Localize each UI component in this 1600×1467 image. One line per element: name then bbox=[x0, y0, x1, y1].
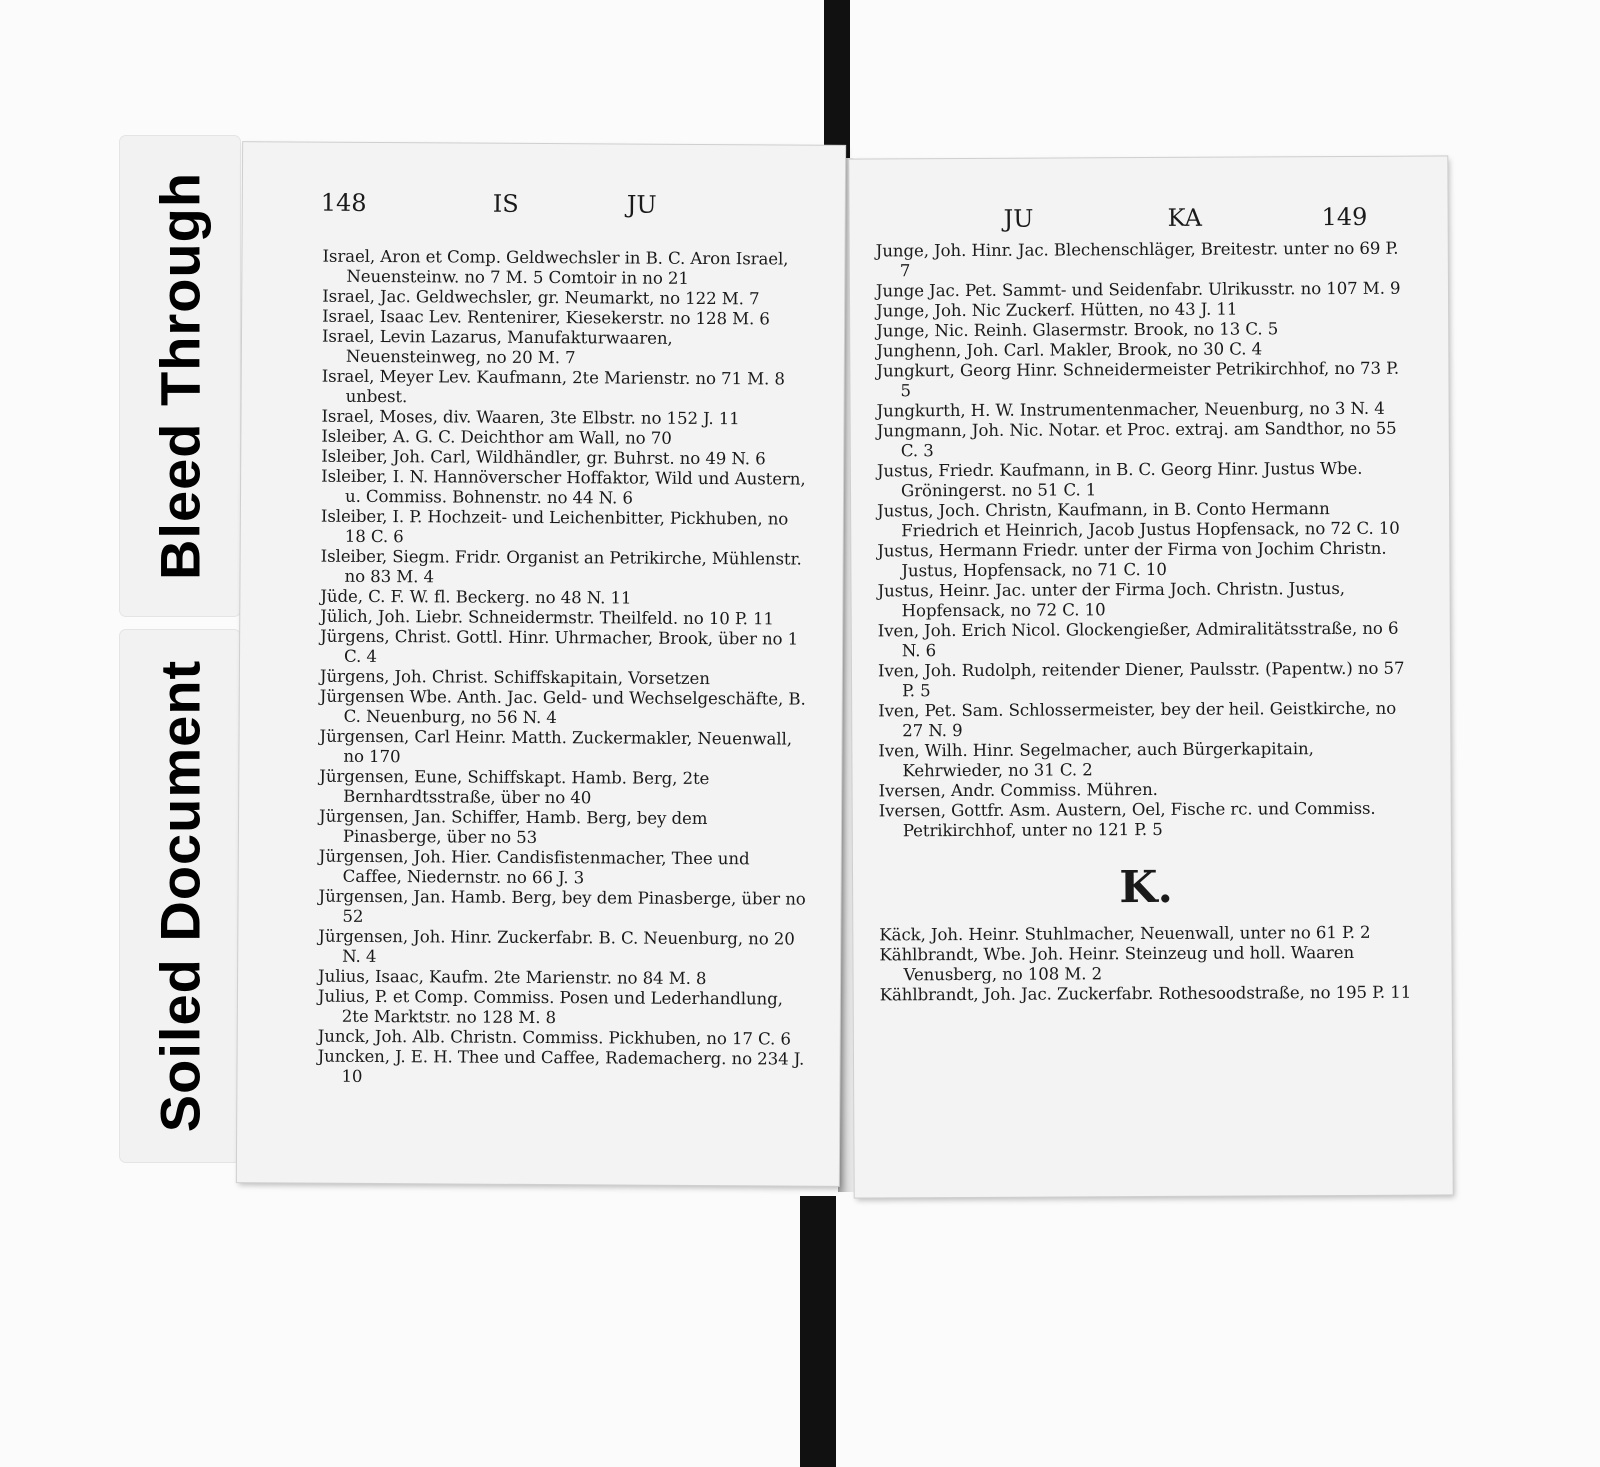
directory-entry: Iven, Wilh. Hinr. Segelmacher, auch Bürgerkapitain, Kehrwieder, no 31 C. 2 bbox=[878, 739, 1314, 781]
bleed-through-text: Bleed Through bbox=[148, 171, 212, 581]
soiled-document-label bbox=[120, 630, 240, 1162]
directory-entry: Jürgensen, Eune, Schiffskapt. Hamb. Berg, 2te Bernhardtsstraße, über no 40 bbox=[319, 766, 710, 808]
directory-entry: Iven, Joh. Erich Nicol. Glockengießer, Admiralitätsstraße, no 6 N. 6 bbox=[877, 618, 1399, 661]
directory-entry: Jungkurt, Georg Hinr. Schneidermeister Petrikirchhof, no 73 P. 5 bbox=[876, 358, 1400, 401]
bleed-through-label bbox=[120, 136, 240, 616]
right-head-right: KA bbox=[1167, 203, 1202, 232]
left-page-header bbox=[243, 188, 845, 232]
binding-strap-bottom bbox=[800, 1196, 836, 1467]
directory-entry: Iversen, Gottfr. Asm. Austern, Oel, Fische rc. und Commiss. Petrikirchhof, unter no 121 P. 5 bbox=[878, 798, 1376, 841]
directory-entry: Junghenn, Joh. Carl. Makler, Brook, no 30 C. 4 bbox=[876, 339, 1263, 361]
directory-entry: Jürgensen, Joh. Hinr. Zuckerfabr. B. C. Neuenburg, no 20 N. 4 bbox=[318, 926, 795, 966]
directory-entry: Isleiber, A. G. C. Deichthor am Wall, no 70 bbox=[321, 426, 672, 448]
directory-entry: Israel, Meyer Lev. Kaufmann, 2te Marienstr. no 71 M. 8 unbest. bbox=[321, 366, 785, 407]
directory-entry: Jüde, C. F. W. fl. Beckerg. no 48 N. 11 bbox=[320, 586, 632, 608]
left-head-right: JU bbox=[626, 190, 657, 219]
directory-entry: Kählbrandt, Wbe. Joh. Heinr. Steinzeug und holl. Waaren Venusberg, no 108 M. 2 bbox=[879, 942, 1355, 985]
directory-entry: Jungmann, Joh. Nic. Notar. et Proc. extraj. am Sandthor, no 55 C. 3 bbox=[876, 418, 1397, 461]
left-head-left: IS bbox=[492, 189, 519, 218]
directory-entry: Justus, Joch. Christn, Kaufmann, in B. Conto Hermann Friedrich et Heinrich, Jacob Justus Hopfensack, no 72 C. 10 bbox=[877, 499, 1400, 541]
right-page-number: 149 bbox=[1321, 202, 1368, 232]
directory-entry: Julius, P. et Comp. Commiss. Posen und Lederhandlung, 2te Marktstr. no 128 M. 8 bbox=[317, 986, 783, 1028]
directory-entry: Kählbrandt, Joh. Jac. Zuckerfabr. Rothesoodstraße, no 195 P. 11 bbox=[879, 982, 1412, 1005]
directory-entry: Jürgensen Wbe. Anth. Jac. Geld- und Wechselgeschäfte, B. C. Neuenburg, no 56 N. 4 bbox=[319, 686, 806, 728]
left-page-number: 148 bbox=[320, 188, 367, 217]
directory-entry: Jürgens, Christ. Gottl. Hinr. Uhrmacher, Brook, über no 1 C. 4 bbox=[320, 626, 799, 666]
directory-entry: Iversen, Andr. Commiss. Mühren. bbox=[878, 779, 1158, 801]
soiled-document-text: Soiled Document bbox=[148, 659, 212, 1133]
directory-entry: Käck, Joh. Heinr. Stuhlmacher, Neuenwall, unter no 61 P. 2 bbox=[879, 922, 1371, 945]
right-page-entries bbox=[850, 238, 1452, 1005]
directory-entry: Iven, Pet. Sam. Schlossermeister, bey der heil. Geistkirche, no 27 N. 9 bbox=[878, 698, 1397, 741]
directory-entry: Junge, Joh. Hinr. Jac. Blechenschläger, Breitestr. unter no 69 P. 7 bbox=[875, 238, 1399, 281]
directory-entry: Jürgensen, Jan. Schiffer, Hamb. Berg, bey dem Pinasberge, über no 53 bbox=[319, 806, 708, 847]
directory-entry: Jürgensen, Joh. Hier. Candisfistenmacher, Thee und Caffee, Niedernstr. no 66 J. 3 bbox=[318, 846, 750, 888]
right-head-left: JU bbox=[1003, 204, 1034, 233]
directory-entry: Israel, Moses, div. Waaren, 3te Elbstr. no 152 J. 11 bbox=[321, 406, 740, 429]
section-letter-k: K. bbox=[1119, 861, 1174, 914]
directory-entry: Jürgens, Joh. Christ. Schiffskapitain, Vorsetzen bbox=[319, 666, 710, 689]
directory-entry: Israel, Aron et Comp. Geldwechsler in B. C. Aron Israel, Neuensteinw. no 7 M. 5 Comtoir in no 21 bbox=[322, 246, 789, 288]
left-page bbox=[237, 142, 845, 1186]
directory-entry: Isleiber, I. N. Hannöverscher Hoffaktor, Wild und Austern, u. Commiss. Bohnenstr. no 44 N. 6 bbox=[321, 466, 806, 508]
binding-strap-top bbox=[824, 0, 850, 165]
directory-entry: Israel, Levin Lazarus, Manufakturwaaren, Neuensteinweg, no 20 M. 7 bbox=[321, 326, 673, 368]
directory-entry: Jülich, Joh. Liebr. Schneidermstr. Theilfeld. no 10 P. 11 bbox=[320, 606, 774, 629]
directory-entry: Justus, Hermann Friedr. unter der Firma von Jochim Christn. Justus, Hopfensack, no 71 C. 10 bbox=[877, 538, 1387, 581]
directory-entry: Israel, Jac. Geldwechsler, gr. Neumarkt, no 122 M. 7 bbox=[322, 286, 760, 309]
directory-entry: Junck, Joh. Alb. Christn. Commiss. Pickhuben, no 17 C. 6 bbox=[317, 1026, 791, 1049]
directory-entry: Justus, Friedr. Kaufmann, in B. C. Georg Hinr. Justus Wbe. Gröningerst. no 51 C. 1 bbox=[876, 458, 1363, 501]
directory-entry: Junge, Nic. Reinh. Glasermstr. Brook, no 13 C. 5 bbox=[876, 319, 1279, 341]
directory-entry: Isleiber, Siegm. Fridr. Organist an Petrikirche, Mühlenstr. no 83 M. 4 bbox=[320, 546, 802, 587]
directory-entry: Julius, Isaac, Kaufm. 2te Marienstr. no 84 M. 8 bbox=[318, 966, 707, 989]
directory-entry: Justus, Heinr. Jac. unter der Firma Joch. Christn. Justus, Hopfensack, no 72 C. 10 bbox=[877, 578, 1345, 621]
directory-entry: Junge, Joh. Nic Zuckerf. Hütten, no 43 J. 11 bbox=[876, 299, 1238, 321]
directory-entry: Jürgensen, Jan. Hamb. Berg, bey dem Pinasberge, über no 52 bbox=[318, 886, 806, 926]
right-entries-before bbox=[876, 239, 1413, 842]
right-page bbox=[849, 156, 1452, 1197]
directory-entry: Israel, Isaac Lev. Rentenirer, Kiesekerstr. no 128 M. 6 bbox=[322, 306, 770, 329]
directory-entry: Junge Jac. Pet. Sammt- und Seidenfabr. Ulrikusstr. no 107 M. 9 bbox=[875, 278, 1401, 301]
right-entries-after bbox=[879, 923, 1413, 1006]
directory-entry: Isleiber, Joh. Carl, Wildhändler, gr. Buhrst. no 49 N. 6 bbox=[321, 446, 766, 469]
directory-entry: Jürgensen, Carl Heinr. Matth. Zuckermakler, Neuenwall, no 170 bbox=[319, 726, 792, 767]
directory-entry: Iven, Joh. Rudolph, reitender Diener, Paulsstr. (Papentw.) no 57 P. 5 bbox=[877, 658, 1405, 701]
directory-entry: Isleiber, I. P. Hochzeit- und Leichenbitter, Pickhuben, no 18 C. 6 bbox=[320, 506, 789, 547]
left-page-entries bbox=[237, 246, 844, 1090]
directory-entry: Juncken, J. E. H. Thee und Caffee, Rademacherg. no 234 J. 10 bbox=[317, 1046, 805, 1086]
directory-entry: Jungkurth, H. W. Instrumentenmacher, Neuenburg, no 3 N. 4 bbox=[876, 398, 1385, 421]
